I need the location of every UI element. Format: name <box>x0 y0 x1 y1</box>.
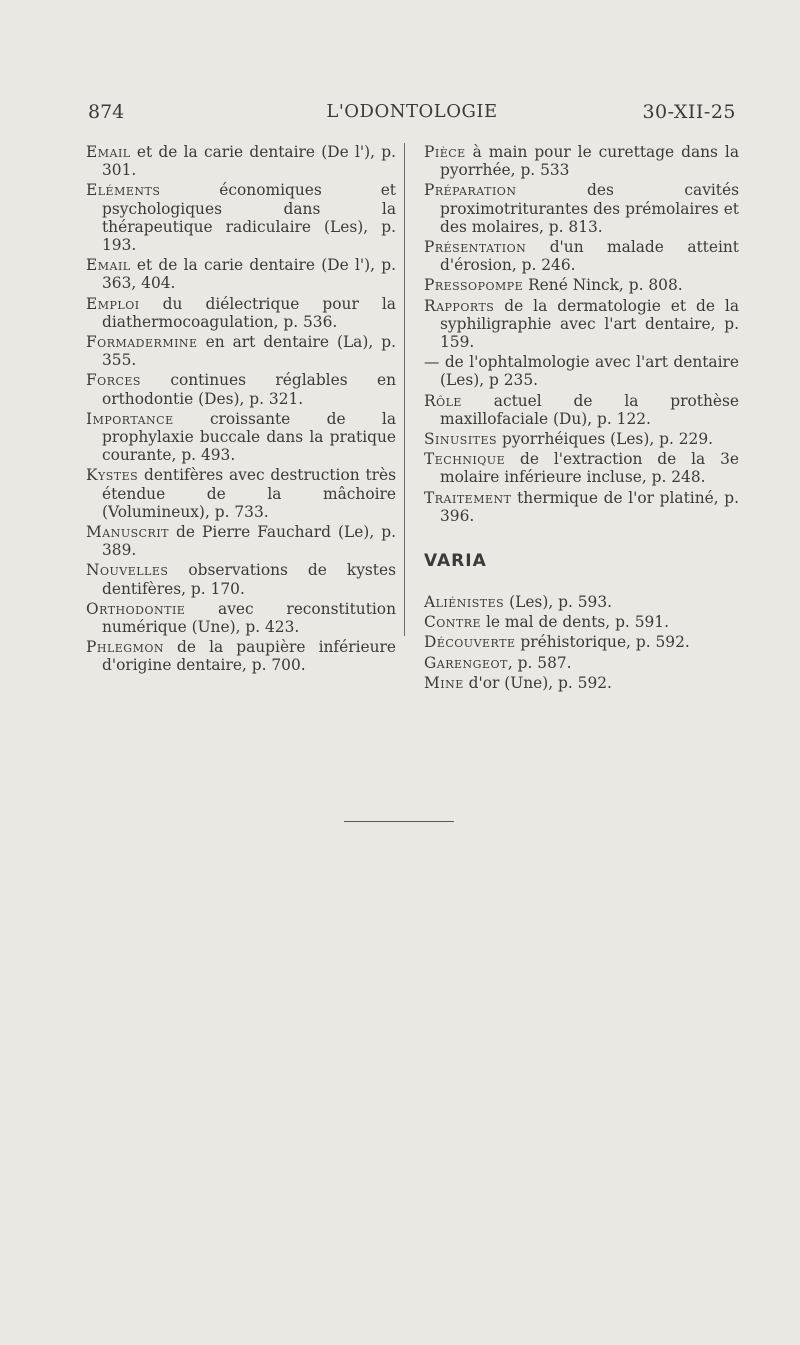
entry-keyword: Nouvelles <box>86 561 169 580</box>
index-entry <box>424 450 739 486</box>
entry-keyword: Rapports <box>424 296 495 315</box>
index-entry <box>86 638 396 674</box>
index-entry <box>424 276 739 294</box>
entry-keyword: Orthodontie <box>86 599 186 618</box>
entry-keyword: Garengeot <box>424 653 508 672</box>
index-entry <box>424 181 739 236</box>
entry-text: économiques et psychologiques dans la thérapeutique radiculaire (Les), p. 193. <box>102 181 396 255</box>
entry-text: préhistorique, p. 592. <box>515 633 690 652</box>
index-entry <box>424 143 739 179</box>
entry-text: avec reconstitution numérique (Une), p. 423. <box>102 599 396 637</box>
index-entry <box>86 143 396 179</box>
entry-text: (Les), p. 593. <box>504 593 613 612</box>
index-entry <box>86 181 396 254</box>
entry-keyword: Manuscrit <box>86 523 170 542</box>
entry-keyword: Email <box>86 256 131 275</box>
entry-keyword: Mine <box>424 673 464 692</box>
entry-keyword: Aliénistes <box>424 593 505 612</box>
entry-keyword: Pièce <box>424 143 466 161</box>
varia-heading: VARIA <box>424 551 487 572</box>
varia-entry <box>424 654 739 672</box>
entry-text: dentifères avec destruction très étendue de la mâchoire (Volumineux), p. 733. <box>102 466 396 521</box>
entry-keyword: Emploi <box>86 294 140 313</box>
entry-text: de la dermatologie et de la syphiligraphie avec l'art dentaire, p. 159. <box>440 296 739 352</box>
varia-entry <box>424 633 739 651</box>
entry-text: et de la carie dentaire (De l'), p. 363, 404. <box>102 256 396 293</box>
entry-text: le mal de dents, p. 591. <box>481 613 669 632</box>
index-entry <box>424 430 739 448</box>
index-entry <box>86 523 396 559</box>
entry-text: de Pierre Fauchard (Le), p. 389. <box>102 523 396 560</box>
index-entry <box>86 466 396 521</box>
entry-keyword: Eléments <box>86 181 161 200</box>
index-entry <box>86 333 396 369</box>
entry-text: et de la carie dentaire (De l'), p. 301. <box>102 143 396 180</box>
issue-date: 30-XII-25 <box>642 101 736 123</box>
entry-text: — de l'ophtalmologie avec l'art dentaire (Les), p 235. <box>424 353 739 390</box>
journal-title: L'ODONTOLOGIE <box>326 101 498 122</box>
entry-keyword: Traitement <box>424 488 512 507</box>
index-entry <box>86 256 396 292</box>
running-header <box>88 101 736 131</box>
entry-text: du diélectrique pour la diathermocoagulation, p. 536. <box>102 294 396 331</box>
entry-text: thermique de l'or platiné, p. 396. <box>440 488 739 525</box>
entry-text: en art dentaire (La), p. 355. <box>102 333 396 370</box>
entry-keyword: Phlegmon <box>86 638 164 657</box>
varia-entry <box>424 613 739 631</box>
varia-entry <box>424 674 739 692</box>
entry-text: pyorrhéiques (Les), p. 229. <box>497 430 714 449</box>
index-entry <box>86 371 396 407</box>
entry-keyword: Rôle <box>424 391 462 410</box>
entry-keyword: Email <box>86 143 131 161</box>
entry-text: croissante de la prophylaxie buccale dans la pratique courante, p. 493. <box>102 409 396 465</box>
entry-keyword: Sinusites <box>424 430 498 449</box>
varia-entry <box>424 593 739 611</box>
entry-keyword: Forces <box>86 371 141 390</box>
entry-keyword: Kystes <box>86 466 139 485</box>
entry-text: actuel de la prothèse maxillofaciale (Du), p. 122. <box>440 391 739 428</box>
entry-text: observations de kystes dentifères, p. 170. <box>102 561 396 598</box>
entry-text: René Ninck, p. 808. <box>523 276 683 295</box>
entry-text: de la paupière inférieure d'origine dentaire, p. 700. <box>102 638 396 675</box>
entry-keyword: Préparation <box>424 181 517 200</box>
index-entry <box>424 489 739 525</box>
page-number: 874 <box>88 101 125 123</box>
left-column <box>86 143 396 677</box>
index-entry <box>86 295 396 331</box>
entry-text: des cavités proximotriturantes des prémolaires et des molaires, p. 813. <box>440 181 739 236</box>
entry-keyword: Formadermine <box>86 333 198 352</box>
entry-keyword: Découverte <box>424 633 516 652</box>
index-entry <box>86 561 396 597</box>
entry-text: , p. 587. <box>507 653 572 672</box>
entry-text: continues réglables en orthodontie (Des), p. 321. <box>102 371 396 408</box>
index-entry <box>86 410 396 465</box>
index-entry <box>424 297 739 352</box>
entry-keyword: Pressopompe <box>424 276 524 295</box>
entry-text: d'un malade atteint d'érosion, p. 246. <box>440 238 739 275</box>
column-divider <box>404 143 405 636</box>
entry-text: d'or (Une), p. 592. <box>463 673 612 692</box>
entry-text: de l'extraction de la 3e molaire inférieure incluse, p. 248. <box>440 450 739 487</box>
entry-keyword: Technique <box>424 450 506 469</box>
index-entry <box>424 238 739 274</box>
index-entry-continuation <box>424 353 739 389</box>
entry-keyword: Contre <box>424 613 482 632</box>
entry-keyword: Importance <box>86 409 174 428</box>
closing-rule <box>344 821 454 822</box>
entry-text: à main pour le curettage dans la pyorrhée, p. 533 <box>440 143 739 180</box>
index-entry <box>86 600 396 636</box>
index-entry <box>424 392 739 428</box>
entry-keyword: Présentation <box>424 238 527 257</box>
right-column <box>424 143 739 694</box>
